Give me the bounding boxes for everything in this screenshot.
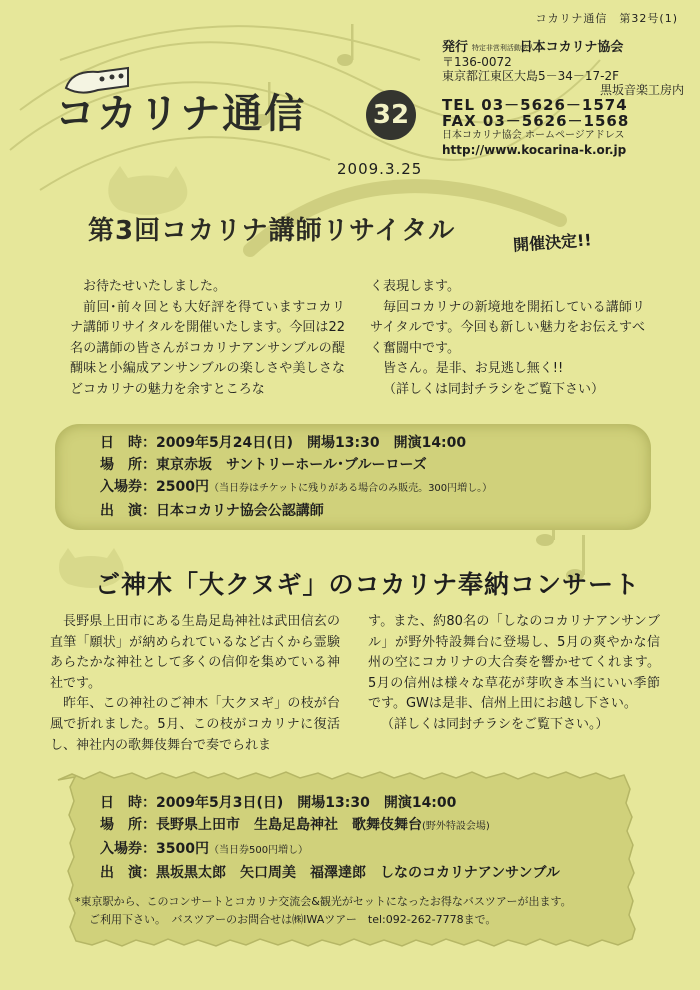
paragraph: 昨年、この神社のご神木「大クヌギ」の枝が台風で折れました。5月、この枝がコカリナに復活し、神社内の歌舞伎舞台で奏でられま [50,696,340,753]
fee-label: 入場券： [100,841,156,857]
start-time: 開演14:00 [383,795,457,811]
publisher-address-sub: 黒坂音楽工房内 [599,83,684,97]
event2-details [100,792,560,884]
article1-subheading: 開催決定!! [512,230,593,255]
publisher-tel: TEL 03－5626－1574 [442,96,628,114]
paragraph: 毎回コカリナの新境地を開拓している講師リサイタルです。今回も新しい魅力をお伝えすべく奮闘中です。 [370,299,645,356]
publisher-address: 東京都江東区大島5－34－17-2F [442,69,620,83]
date-value: 2009年5月3日(日) [156,795,284,811]
publisher-org-name: 日本コカリナ協会 [519,40,624,55]
issue-reference: コカリナ通信 第32号(1) [535,12,678,25]
venue-value: 長野県上田市 生島足島神社 歌舞伎舞台 [156,817,422,833]
issue-date: 2009.3.25 [337,160,423,178]
open-time: 開場13:30 [297,795,370,811]
cat-silhouette-icon [108,166,187,215]
homepage-label: 日本コカリナ協会 ホームページアドレス [442,130,625,141]
fee-note: （当日券500円増し） [208,845,309,856]
footnote-line-2: ご利用下さい。 バスツアーのお問合せは㈱IWAツアー tel:092-262-7778まで。 [89,913,497,926]
fee-value: 3500円 [156,841,209,857]
cast-label: 出 演： [100,503,156,519]
publisher-org-type: 特定非営利活動法人 [471,43,535,52]
event1-details [100,432,492,522]
open-time: 開場13:30 [307,435,380,451]
event1-fee-row [100,476,492,500]
event1-venue-row [100,454,492,476]
article2-column-2 [368,612,660,736]
event2-cast-row [100,862,560,884]
venue-label: 場 所： [100,457,156,473]
venue-note: (野外特設会場) [422,821,490,832]
event1-cast-row [100,500,492,522]
event2-fee-row [100,838,560,862]
date-label: 日 時： [100,795,156,811]
paragraph: す。また、約80名の「しなのコカリナアンサンブル」が野外特設舞台に登場し、5月の爽やかな信州の空にコカリナの大合奏を響かせてくれます。5月の信州は様々な草花が芽吹き本当にいい季節です。GWは是非、信州上田にお越し下さい。 [368,614,660,712]
fee-note: （当日券はチケットに残りがある場合のみ販売。300円増し。） [208,483,493,494]
date-label: 日 時： [100,435,156,451]
event1-date-row [100,432,492,454]
paragraph: 長野県上田市にある生島足島神社は武田信玄の直筆「願状」が納められているなど古くから霊験あらたかな神社として多くの信仰を集めている神社です。 [50,614,340,691]
paragraph: （詳しくは同封チラシをご覧下さい） [383,381,605,397]
cast-value: 黒坂黒太郎 矢口周美 福澤達郎 しなのコカリナアンサンブル [156,865,560,881]
cast-value: 日本コカリナ協会公認講師 [156,503,324,519]
venue-value: 東京赤坂 サントリーホール･ブルーローズ [156,457,427,473]
start-time: 開演14:00 [393,435,467,451]
date-value: 2009年5月24日(日) [156,435,293,451]
publisher-fax: FAX 03－5626－1568 [442,112,630,130]
publisher-postal: 〒136-0072 [442,55,512,69]
footnote-line-1: *東京駅から、このコンサートとコカリナ交流会&観光がセットになったお得なバスツアーが出ます。 [75,895,572,908]
article1-heading: 第3回コカリナ講師リサイタル [88,216,456,246]
article2-heading: ご神木「大クヌギ」のコカリナ奉納コンサート [95,570,641,599]
bus-tour-footnote [75,893,675,929]
event2-venue-row [100,814,560,838]
paragraph: お待たせいたしました。 [83,279,227,294]
venue-label: 場 所： [100,817,156,833]
cast-label: 出 演： [100,865,156,881]
paragraph: く表現します。 [370,279,460,294]
publisher-info [442,40,692,157]
event2-date-row [100,792,560,814]
paragraph: 皆さん。是非、お見逃し無く!! [383,361,564,377]
article1-column-2 [370,277,645,401]
newsletter-title: コカリナ通信 [55,91,307,137]
paragraph: 前回･前々回とも大好評を得ていますコカリナ講師リサイタルを開催いたします。今回は22名の講師の皆さんがコカリナアンサンブルの醍醐味と小編成アンサンブルの楽しさや美しさなどコカリナの魅力を余すところな [70,299,345,397]
paragraph: （詳しくは同封チラシをご覧下さい。） [381,716,609,732]
publisher-label: 発行 [442,40,469,55]
homepage-url[interactable]: http://www.kocarina-k.or.jp [442,143,627,157]
article1-column-1 [70,277,345,401]
fee-label: 入場券： [100,479,156,495]
article2-column-1 [50,612,340,756]
fee-value: 2500円 [156,479,209,495]
issue-number-badge: 32 [366,90,416,140]
